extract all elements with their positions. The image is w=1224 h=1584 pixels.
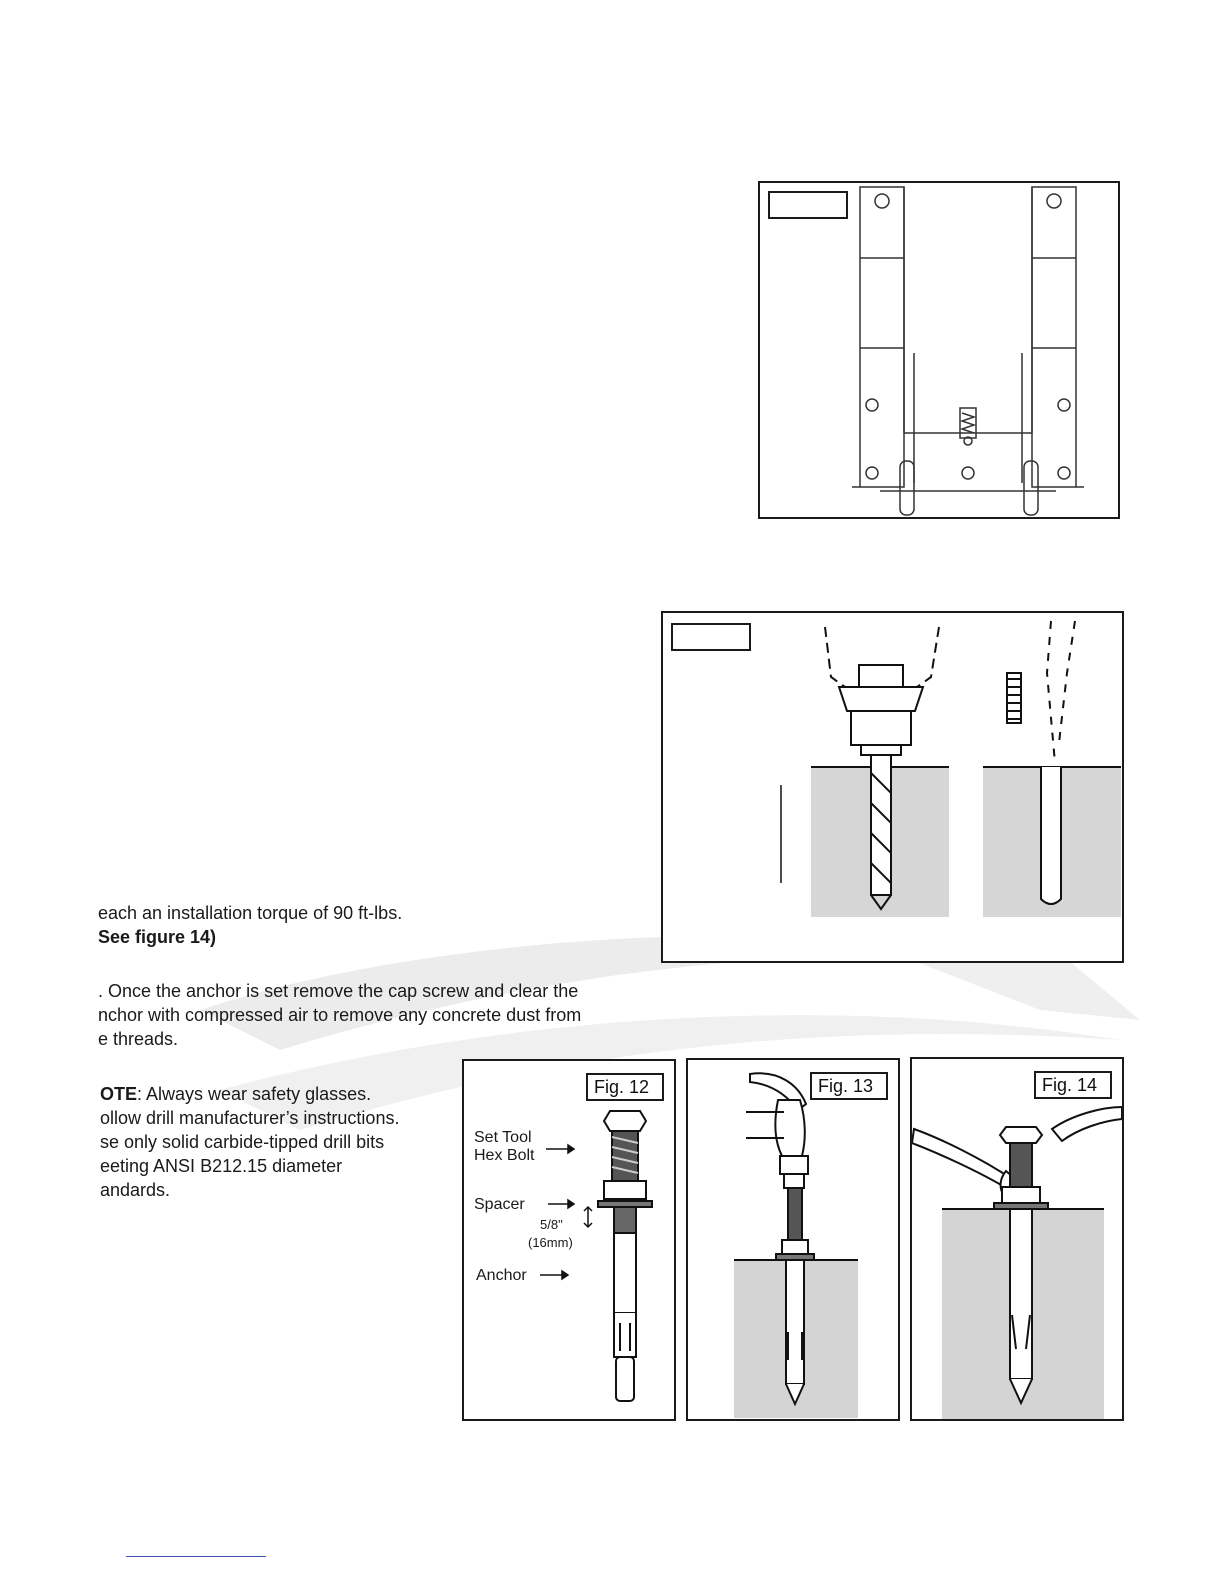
footer-rule — [126, 1556, 266, 1557]
note-line-5: andards. — [100, 1180, 171, 1200]
note-line-3: se only solid carbide-tipped drill bits — [100, 1132, 385, 1152]
body-text-line-5: e threads. — [98, 1029, 179, 1049]
note-line-4: eeting ANSI B212.15 diameter — [100, 1156, 343, 1176]
note-label: OTE — [100, 1084, 138, 1104]
fig14-label: Fig. 14 — [1034, 1071, 1112, 1099]
figure-13 — [686, 1058, 900, 1421]
figure-label-blank-2 — [671, 623, 751, 651]
lift-base-drawing — [760, 183, 1118, 517]
fig12-anchor-label: Anchor — [476, 1267, 527, 1284]
body-text-line-1: each an installation torque of 90 ft-lbs. — [98, 903, 403, 923]
fig12-dim-in: 5/8" — [540, 1217, 563, 1232]
figure-label-blank — [768, 191, 848, 219]
fig12-dim-mm: (16mm) — [528, 1235, 573, 1250]
body-text-line-4: nchor with compressed air to remove any concrete dust from — [98, 1005, 582, 1025]
note-line-1-text: : Always wear safety glasses. — [137, 1084, 372, 1104]
body-text-line-2: See figure 14) — [98, 927, 217, 947]
fig13-label: Fig. 13 — [810, 1072, 888, 1100]
figure-12 — [462, 1059, 676, 1421]
fig12-spacer-label: Spacer — [474, 1196, 525, 1213]
fig12-set-tool-label: Set Tool — [474, 1129, 532, 1146]
note-line-2: ollow drill manufacturer’s instructions. — [100, 1108, 400, 1128]
fig13-drawing — [688, 1060, 898, 1419]
figure-lift-base — [758, 181, 1120, 519]
drilling-drawing — [663, 613, 1122, 961]
fig14-drawing — [912, 1059, 1122, 1419]
fig12-hex-bolt-label: Hex Bolt — [474, 1147, 535, 1164]
figure-14 — [910, 1057, 1124, 1421]
fig12-label: Fig. 12 — [586, 1073, 664, 1101]
body-text-line-3: . Once the anchor is set remove the cap screw and clear the — [98, 981, 579, 1001]
figure-drilling — [661, 611, 1124, 963]
note-line-1 — [100, 1082, 371, 1106]
